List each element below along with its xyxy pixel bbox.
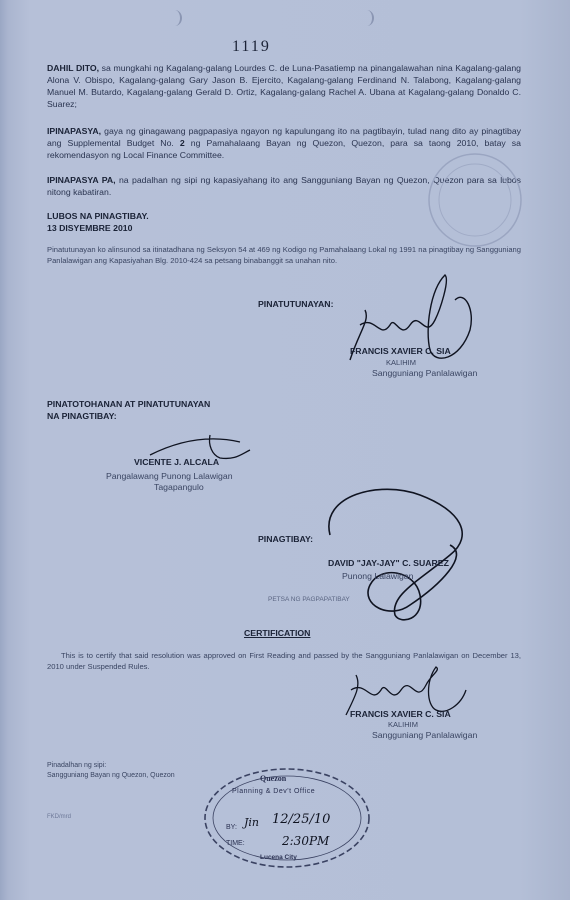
receiving-stamp	[202, 766, 372, 870]
stamp-time-label: TIME:	[226, 840, 245, 847]
copy-furnished-recipient: Sangguniang Bayan ng Quezon, Quezon	[47, 772, 175, 779]
certify-local-paragraph: Pinatutunayan ko alinsunod sa itinatadhana ng Seksyon 54 at 469 ng Kodigo ng Pamahalaang Lokal ng 1991 na pinagtibay ng Sangguniang Panlalawigan ang Kapasiyahan Blg. 2010-424 sa petsang binabanggit sa unahan nito.	[47, 245, 521, 265]
pinatutunayan-heading: PINATUTUNAYAN:	[258, 299, 334, 309]
ipinapasya-text-2: ng Pamahalaang Bayan ng Quezon, Quezon, para sa taong 2010, batay sa rekomendasyon ng Local Finance Committee.	[47, 138, 521, 160]
stamp-date-value: 12/25/10	[272, 812, 331, 827]
copy-furnished-label: Pinadalhan ng sipi:	[47, 762, 107, 769]
punch-hole-right	[360, 10, 374, 26]
certification-office: Sangguniang Panlalawigan	[372, 730, 478, 740]
approval-date-label: PETSA NG PAGPAPATIBAY	[268, 596, 350, 603]
faint-seal-watermark	[425, 150, 525, 250]
stamp-office-line: Planning & Dev't Office	[232, 788, 316, 795]
approval-date: 13 DISYEMBRE 2010	[47, 223, 133, 233]
punch-hole-left	[168, 10, 182, 26]
certification-text: This is to certify that said resolution was approved on First Reading and passed by the Sangguniang Panlalawigan on December 13, 2010 under Suspended Rules.	[47, 651, 521, 671]
supplemental-budget-number: 2	[179, 138, 185, 148]
ipinapasya-pa-lead: IPINAPASYA PA,	[47, 175, 116, 185]
presiding-title: Pangalawang Punong Lalawigan	[106, 471, 233, 481]
stamp-top-text: Quezon	[260, 774, 287, 783]
approved-title: Punong Lalawigan	[342, 571, 414, 581]
dahil-text: sa mungkahi ng Kagalang-galang Lourdes C. de Luna-Pasatiemp na pinangalawahan nina Kagalang-galang Alona V. Obispo, Kagalang-galang Gary Jason B. Ejercito, Kagalang-galang Ferdinand N. Talabong, Kagalang-galang Manuel M. Butardo, Kagalang-galang Gerald D. Ortiz, Kagalang-galang Rachel A. Ubana at Kagalang-galang Donaldo C. Suarez;	[47, 63, 521, 109]
dahil-lead: DAHIL DITO,	[47, 63, 100, 73]
stamp-by-label: BY:	[226, 824, 237, 831]
stamp-bottom-text: Lucena City	[260, 854, 297, 861]
certification-title: KALIHIM	[388, 720, 419, 729]
certified-heading-1: PINATOTOHANAN AT PINATUTUNAYAN	[47, 399, 211, 409]
ipinapasya-text-1: gaya ng ginagawang pagpapasiya ngayon ng kapulungang ito na pagtibayin, tulad nang dito ay pinagtibay ang Supplemental Budget No.	[47, 126, 521, 148]
stamp-time-value: 2:30PM	[282, 834, 330, 848]
certified-heading-2: NA PINAGTIBAY:	[47, 411, 117, 421]
attest-1-title: KALIHIM	[386, 358, 417, 367]
certification-name: FRANCIS XAVIER C. SIA	[350, 709, 451, 719]
stamp-by-value: Jin	[244, 816, 260, 829]
certification-heading: CERTIFICATION	[244, 628, 311, 638]
ipinapasya-lead: IPINAPASYA,	[47, 126, 102, 136]
approved-name: DAVID "JAY-JAY" C. SUAREZ	[328, 558, 449, 568]
attest-1-office: Sangguniang Panlalawigan	[372, 368, 478, 378]
presiding-name: VICENTE J. ALCALA	[134, 457, 220, 467]
dahil-dito-paragraph	[47, 62, 521, 110]
page-number: 1119	[232, 38, 271, 55]
ipinapasya-pa-text: na padalhan ng sipi ng kapasiyahang ito ang Sangguniang Bayan ng Quezon, Quezon para sa lubos nitong kabatiran.	[47, 175, 521, 197]
presiding-role: Tagapangulo	[154, 482, 204, 492]
pinagtibay-heading: PINAGTIBAY:	[258, 534, 314, 544]
initials-code: FKD/mrd	[47, 814, 71, 820]
lubos-na-pinagtibay: LUBOS NA PINAGTIBAY.	[47, 211, 149, 221]
attest-1-name: FRANCIS XAVIER C. SIA	[350, 346, 451, 356]
